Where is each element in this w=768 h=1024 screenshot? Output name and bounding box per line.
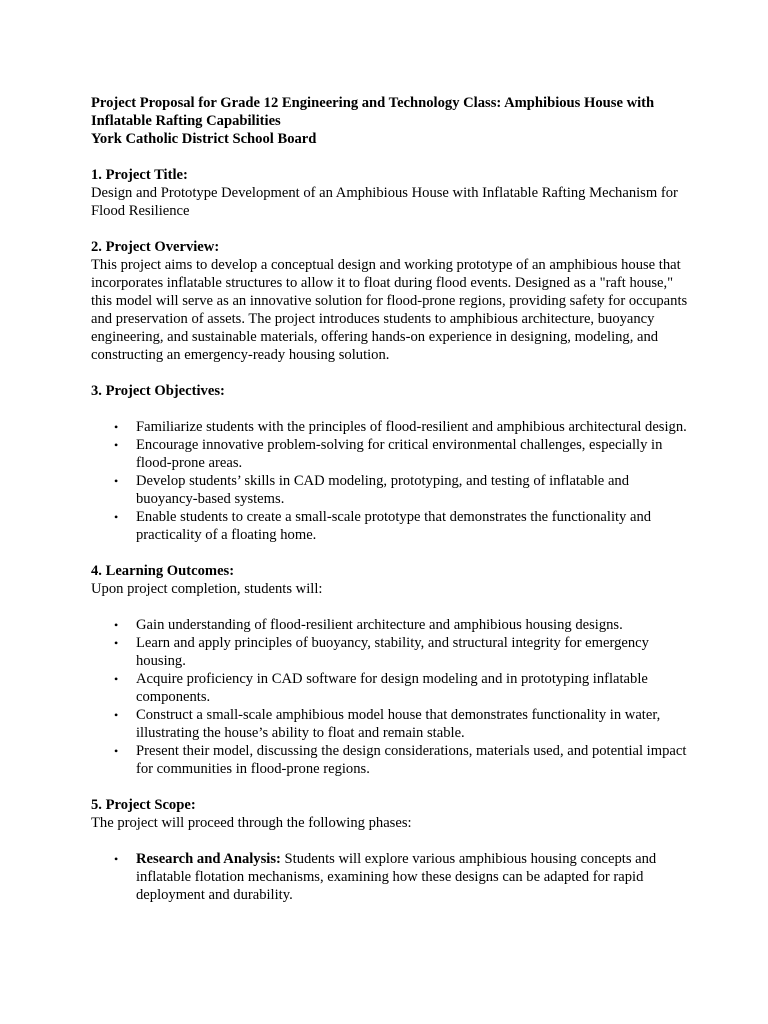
bullet-icon: •	[114, 618, 119, 632]
section-heading: 5. Project Scope:	[91, 797, 196, 813]
list-item: • Enable students to create a small-scale prototype that demonstrates the functionality and practicality of a floating home.	[114, 509, 652, 543]
section-intro: Upon project completion, students will:	[91, 581, 323, 597]
section-project-objectives	[91, 382, 691, 544]
section-project-overview	[91, 238, 691, 364]
list-item: • Encourage innovative problem-solving for critical environmental challenges, especially in flood-prone areas.	[114, 437, 663, 471]
bullet-icon: •	[114, 636, 119, 650]
section-heading: 1. Project Title:	[91, 167, 188, 183]
section-project-scope	[91, 796, 691, 904]
title-line-1: Project Proposal for Grade 12 Engineering and Technology Class: Amphibious House with Inflatable Rafting Capabilities	[91, 95, 655, 129]
document-title	[91, 94, 691, 148]
section-heading: 4. Learning Outcomes:	[91, 563, 235, 579]
bullet-icon: •	[114, 474, 119, 488]
bullet-icon: •	[114, 852, 119, 866]
objectives-list	[91, 418, 691, 544]
list-item: • Develop students’ skills in CAD modeling, prototyping, and testing of inflatable and buoyancy-based systems.	[114, 473, 630, 507]
phase-title: Research and Analysis:	[136, 851, 281, 867]
bullet-icon: •	[114, 708, 119, 722]
outcomes-list	[91, 616, 691, 778]
list-item	[114, 850, 691, 904]
bullet-icon: •	[114, 438, 119, 452]
section-text: Design and Prototype Development of an Amphibious House with Inflatable Rafting Mechanism for Flood Resilience	[91, 185, 678, 219]
title-line-2: York Catholic District School Board	[91, 131, 317, 147]
section-project-title	[91, 166, 691, 220]
section-text: This project aims to develop a conceptual design and working prototype of an amphibious house that incorporates inflatable structures to allow it to float during flood events. Designed as a "raft house," this model will serve as an innovative solution for flood-prone regions, providing safety for occupants and preservation of assets. The project introduces students to amphibious architecture, buoyancy engineering, and sustainable materials, offering hands-on experience in designing, modeling, and constructing an emergency-ready housing solution.	[91, 257, 688, 363]
list-item: • Construct a small-scale amphibious model house that demonstrates functionality in water, illustrating the house’s ability to float and remain stable.	[114, 707, 661, 741]
list-item: • Familiarize students with the principles of flood-resilient and amphibious architectural design.	[114, 419, 687, 435]
section-intro: The project will proceed through the following phases:	[91, 815, 412, 831]
phase-text: Students will explore various amphibious housing concepts and inflatable flotation mechanisms, examining how these designs can be adapted for rapid deployment and durability.	[136, 851, 657, 903]
bullet-icon: •	[114, 510, 119, 524]
scope-list	[91, 850, 691, 904]
document-page	[91, 94, 691, 904]
list-item: • Present their model, discussing the design considerations, materials used, and potential impact for communities in flood-prone regions.	[114, 743, 687, 777]
list-item: • Acquire proficiency in CAD software for design modeling and in prototyping inflatable components.	[114, 671, 648, 705]
bullet-icon: •	[114, 420, 119, 434]
bullet-icon: •	[114, 744, 119, 758]
list-item: • Gain understanding of flood-resilient architecture and amphibious housing designs.	[114, 617, 623, 633]
list-item: • Learn and apply principles of buoyancy, stability, and structural integrity for emergency housing.	[114, 635, 649, 669]
section-heading: 2. Project Overview:	[91, 239, 220, 255]
section-learning-outcomes	[91, 562, 691, 778]
bullet-icon: •	[114, 672, 119, 686]
section-heading: 3. Project Objectives:	[91, 383, 225, 399]
